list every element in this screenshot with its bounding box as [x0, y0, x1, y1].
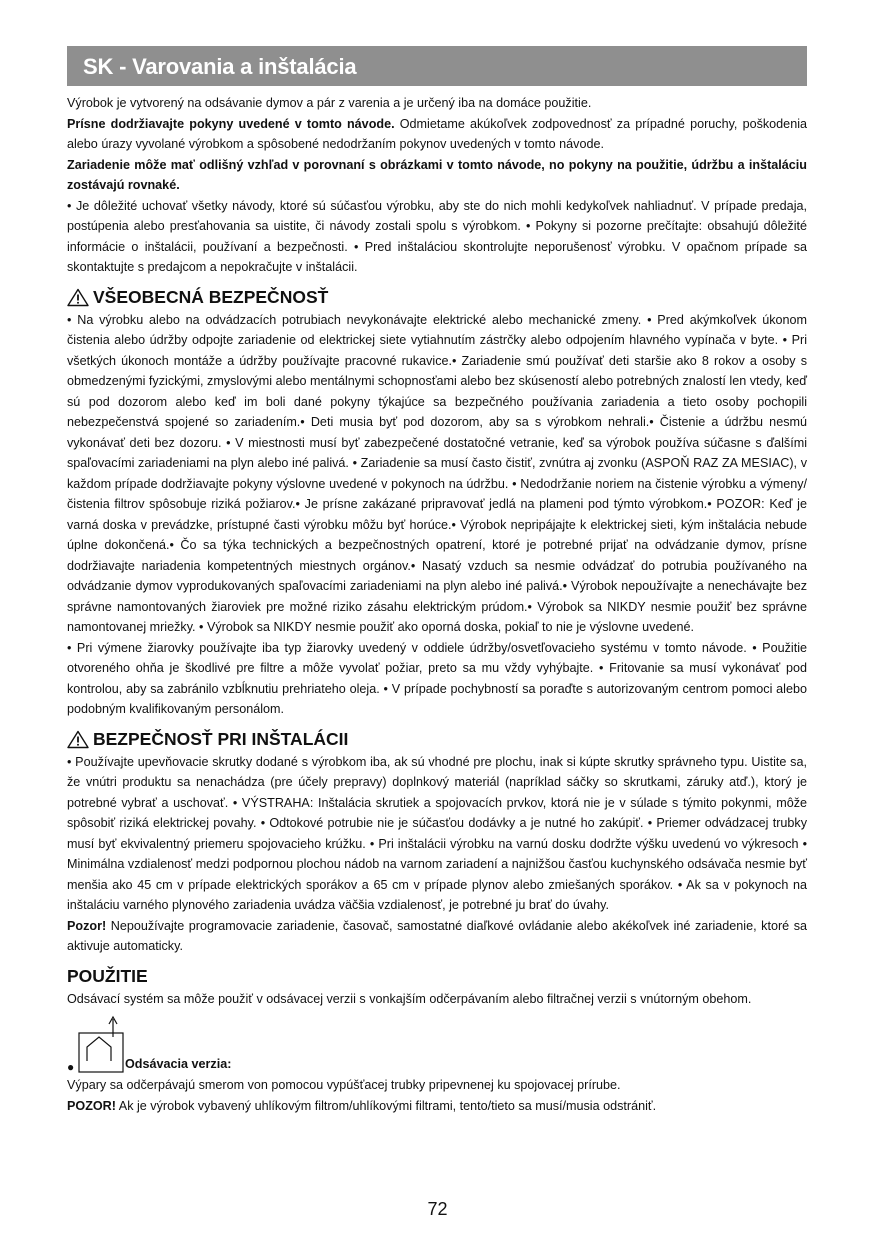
intro-paragraph-3-bold: Zariadenie môže mať odlišný vzhľad v porovnaní s obrázkami v tomto návode, no pokyny na použitie, údržbu a inštaláciu zostávajú rovnaké. — [67, 157, 807, 192]
intro-paragraph-1: Výrobok je vytvorený na odsávanie dymov a pár z varenia a je určený iba na domáce použitie. — [67, 96, 592, 110]
general-safety-title: VŠEOBECNÁ BEZPEČNOSŤ — [93, 286, 329, 307]
usage-paragraph-3 — [67, 1096, 807, 1117]
general-safety-paragraph-1: • Na výrobku alebo na odvádzacích potrubiach nevykonávajte elektrické alebo mechanické zmeny. • Pred akýmkoľvek úkonom čistenia alebo údržby odpojte zariadenie od elektrickej siete vytiahnutím zástrčky alebo odpojením hlavného vypínača v byte. • Pri všetkých úkonoch montáže a údržby používajte pracovné rukavice.• Zariadenie smú používať deti staršie ako 8 rokov a osoby s obmedzenými fyzickými, zmyslovými alebo mentálnymi schopnosťami alebo bez skúseností alebo potrebných znalostí len vtedy, keď sú pod dozorom alebo keď im boli dané pokyny týkajúce sa bezpečného používania zariadenia a tieto osoby pochopili nebezpečenstvá spojené so zariadením.• Deti musia byť pod dozorom, aby sa s výrobkom nehrali.• Čistenie a údržbu nesmú vykonávať deti bez dozoru. • V miestnosti musí byť zabezpečené dostatočné vetranie, keď sa výrobok používa súčasne s ďalšími spaľovacími zariadeniami na plyn alebo iné palivá. • Zariadenie sa musí často čistiť, zvnútra aj zvonku (ASPOŇ RAZ ZA MESIAC), v každom prípade dodržiavajte pokyny výslovne uvedené v pokynoch na údržbu. • Nedodržanie noriem na čistenie výrobku a výmeny/čistenia filtrov spôsobuje riziká požiarov.• Je prísne zakázané pripravovať jedlá na plameni pod týmto výrobkom.• POZOR: Keď je varná doska v prevádzke, prístupné časti výrobku môžu byť horúce.• Výrobok nepripájajte k elektrickej sieti, kým inštalácia nebude úplne dokončená.• Čo sa týka technických a bezpečnostných opatrení, ktoré je potrebné prijať na odvádzanie dymov, prísne dodržiavajte nariadenia kompetentných miestnych orgánov.• Nasatý vzduch sa nesmie odvádzať do potrubia používaného na odvádzanie dymov vyprodukovaných spaľovacími zariadeniami na plyn alebo iné palivá.• Výrobok nepoužívajte a nenechávajte bez správne namontovaných žiaroviek pre možné riziko zásahu elektrickým prúdom.• Výrobok sa NIKDY nesmie použiť bez správne namontovanej mriežky. • Výrobok sa NIKDY nesmie použiť ako oporná doska, pokiaľ to nie je výslovne uvedené. — [67, 312, 807, 634]
extraction-version-label: Odsávacia verzia: — [125, 1057, 232, 1071]
usage-title: POUŽITIE — [67, 965, 148, 986]
installation-warning-bold: Pozor! — [67, 918, 107, 933]
section-header-bar — [67, 46, 807, 86]
installation-safety-title: BEZPEČNOSŤ PRI INŠTALÁCII — [93, 728, 349, 749]
usage-paragraph-2: Výpary sa odčerpávajú smerom von pomocou vypúšťacej trubky pripevnenej ku spojovacej prírube. — [67, 1078, 621, 1092]
bullet: ● — [67, 1060, 75, 1074]
intro-paragraph-2-rest: Odmietame akúkoľvek zodpovednosť za prípadné poruchy, poškodenia alebo úrazy vyvolané výrobkom a spôsobené nedodržaním pokynov uvedených v tomto návode. — [67, 116, 807, 151]
usage-warning-bold: POZOR! — [67, 1098, 116, 1113]
intro-section — [67, 93, 807, 278]
warning-triangle-icon — [67, 288, 89, 307]
general-safety-heading — [67, 287, 807, 308]
installation-warning-rest: Nepoužívajte programovacie zariadenie, časovač, samostatné diaľkové ovládanie alebo akékoľvek iné zariadenie, ktoré sa aktivuje automaticky. — [67, 918, 807, 953]
document-page — [67, 46, 807, 1116]
intro-paragraph-3 — [67, 155, 807, 196]
intro-paragraph-4: • Je dôležité uchovať všetky návody, ktoré sú súčasťou výrobku, aby ste do nich mohli kedykoľvek nahliadnuť. V prípade predaja, postúpenia alebo presťahovania sa uistite, či návody zostali spolu s výrobkom. • Pokyny si pozorne prečítajte: obsahujú dôležité informácie o inštalácii, používaní a bezpečnosti. • Pred inštaláciou skontrolujte neporušenosť výrobku. V opačnom prípade sa skontaktujte s predajcom a nepokračujte v inštalácii. — [67, 198, 807, 274]
installation-safety-heading — [67, 729, 807, 750]
intro-paragraph-2 — [67, 114, 807, 155]
installation-safety-paragraph-2 — [67, 916, 807, 957]
extraction-version-row — [67, 1015, 807, 1075]
page-title: SK - Varovania a inštalácia — [83, 54, 357, 79]
intro-paragraph-2-bold: Prísne dodržiavajte pokyny uvedené v tomto návode. — [67, 116, 395, 131]
warning-triangle-icon — [67, 730, 89, 749]
general-safety-paragraph-2: • Pri výmene žiarovky používajte iba typ žiarovky uvedený v oddiele údržby/osvetľovacieho systému v tomto návode. • Použitie otvoreného ohňa je škodlivé pre filtre a môže vyvolať požiar, preto sa mu vždy vyhýbajte. • Fritovanie sa musí vykonávať pod kontrolou, aby sa zabránilo vzbĺknutiu prehriateho oleja. • V prípade pochybností sa poraďte s autorizovaným centrom pomoci alebo podobným kvalifikovaným personálom. — [67, 640, 807, 716]
usage-warning-rest: Ak je výrobok vybavený uhlíkovým filtrom/uhlíkovými filtrami, tento/tieto sa musí/musia odstrániť. — [115, 1098, 657, 1113]
usage-heading — [67, 966, 807, 987]
installation-safety-paragraph-1: • Používajte upevňovacie skrutky dodané s výrobkom iba, ak sú vhodné pre plochu, inak si kúpte skrutky správneho typu. Uistite sa, že vnútri produktu sa nenachádza (pre účely prepravy) doplnkový materiál (napríklad sáčky so skrutkami, záruky atď.), ktorý je potrebné vybrať a uschovať. • VÝSTRAHA: Inštalácia skrutiek a spojovacích prvkov, ktorá nie je v súlade s týmito pokynmi, môže spôsobiť riziká elektrickej povahy. • Odtokové potrubie nie je súčasťou dodávky a je nutné ho zakúpiť. • Priemer odvádzacej trubky musí byť ekvivalentný priemeru spojovacieho krúžku. • Pri inštalácii výrobku na varnú dosku dodržte výšku uvedenú vo výkresoch • Minimálna vzdialenosť medzi podpornou plochou nádob na varnom zariadení a najnižšou časťou kuchynského odsávača nesmie byť menšia ako 45 cm v prípade elektrických sporákov a 65 cm v prípade plynov alebo zmiešaných sporákov. • Ak sa v pokynoch na inštaláciu varného plynového zariadenia uvádza väčšia vzdialenosť, je potrebné ju brať do úvahy. — [67, 754, 807, 912]
usage-paragraph-1: Odsávací systém sa môže použiť v odsávacej verzii s vonkajším odčerpávaním alebo filtračnej verzii s vnútorným obehom. — [67, 991, 752, 1006]
extraction-hood-icon — [77, 1015, 125, 1073]
page-number: 72 — [427, 1199, 448, 1219]
